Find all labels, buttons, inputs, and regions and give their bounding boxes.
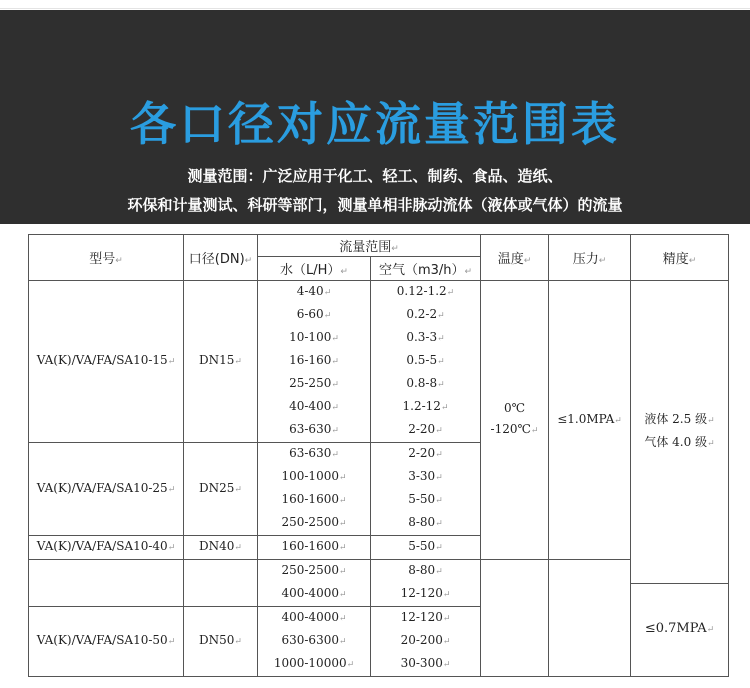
- pressure-cell-1: ≤1.0MPA↵: [549, 281, 631, 560]
- air-cell: 2-20↵: [371, 443, 481, 467]
- header-temperature: 温度↵: [481, 235, 549, 281]
- dn-cell: DN25↵: [184, 443, 258, 536]
- air-cell: 5-50↵: [371, 489, 481, 512]
- banner-subtitle-line2: 环保和计量测试、科研等部门，测量单相非脉动流体（液体或气体）的流量: [127, 196, 623, 214]
- page-title: 各口径对应流量范围表: [130, 97, 620, 151]
- air-cell: 8-80↵: [371, 512, 481, 536]
- air-cell: 0.3-3↵: [371, 327, 481, 350]
- model-cell: VA(K)/VA/FA/SA10-15↵: [29, 281, 184, 443]
- water-cell: 6-60↵: [258, 304, 371, 327]
- water-cell: 160-1600↵: [258, 536, 371, 560]
- air-cell: 8-80↵: [371, 560, 481, 584]
- model-cell: VA(K)/VA/FA/SA10-25↵: [29, 443, 184, 536]
- water-cell: 40-400↵: [258, 396, 371, 419]
- water-cell: 63-630↵: [258, 443, 371, 467]
- table-area: [0, 224, 750, 688]
- air-cell: 1.2-12↵: [371, 396, 481, 419]
- header-air: 空气（m3/h）↵: [371, 257, 481, 281]
- air-cell: 30-300↵: [371, 653, 481, 677]
- pressure-cell-empty: [549, 560, 631, 677]
- water-cell: 1000-10000↵: [258, 653, 371, 677]
- dn-cell-empty: [184, 560, 258, 607]
- water-cell: 250-2500↵: [258, 512, 371, 536]
- water-cell: 160-1600↵: [258, 489, 371, 512]
- water-cell: 400-4000↵: [258, 583, 371, 607]
- air-cell: 20-200↵: [371, 630, 481, 653]
- model-cell: VA(K)/VA/FA/SA10-50↵: [29, 607, 184, 677]
- dn-cell: DN15↵: [184, 281, 258, 443]
- temperature-cell-empty: [481, 560, 549, 677]
- header-pressure: 压力↵: [549, 235, 631, 281]
- water-cell: 10-100↵: [258, 327, 371, 350]
- water-cell: 630-6300↵: [258, 630, 371, 653]
- air-cell: 12-120↵: [371, 607, 481, 631]
- temperature-cell: 0℃ -120℃↵: [481, 281, 549, 560]
- water-cell: 400-4000↵: [258, 607, 371, 631]
- water-cell: 4-40↵: [258, 281, 371, 305]
- air-cell: 0.8-8↵: [371, 373, 481, 396]
- header-flow-range: 流量范围↵: [258, 235, 481, 257]
- top-divider: [0, 0, 750, 9]
- air-cell: 0.5-5↵: [371, 350, 481, 373]
- air-cell: 5-50↵: [371, 536, 481, 560]
- water-cell: 25-250↵: [258, 373, 371, 396]
- water-cell: 250-2500↵: [258, 560, 371, 584]
- header-water: 水（L/H）↵: [258, 257, 371, 281]
- flow-range-table: [28, 234, 729, 677]
- pressure-cell-3: ≤0.7MPA↵: [631, 583, 729, 677]
- air-cell: 0.2-2↵: [371, 304, 481, 327]
- air-cell: 0.12-1.2↵: [371, 281, 481, 305]
- header-model: 型号↵: [29, 235, 184, 281]
- title-banner: [0, 10, 750, 224]
- header-diameter: 口径(DN)↵: [184, 235, 258, 281]
- water-cell: 16-160↵: [258, 350, 371, 373]
- header-accuracy: 精度↵: [631, 235, 729, 281]
- water-cell: 100-1000↵: [258, 466, 371, 489]
- air-cell: 3-30↵: [371, 466, 481, 489]
- accuracy-cell: 液体 2.5 级↵ 气体 4.0 级↵: [631, 281, 729, 584]
- model-cell: VA(K)/VA/FA/SA10-40↵: [29, 536, 184, 560]
- water-cell: 63-630↵: [258, 419, 371, 443]
- banner-subtitle-line1: 测量范围：广泛应用于化工、轻工、制药、食品、造纸、: [187, 167, 563, 185]
- model-cell-empty: [29, 560, 184, 607]
- dn-cell: DN50↵: [184, 607, 258, 677]
- dn-cell: DN40↵: [184, 536, 258, 560]
- air-cell: 12-120↵: [371, 583, 481, 607]
- air-cell: 2-20↵: [371, 419, 481, 443]
